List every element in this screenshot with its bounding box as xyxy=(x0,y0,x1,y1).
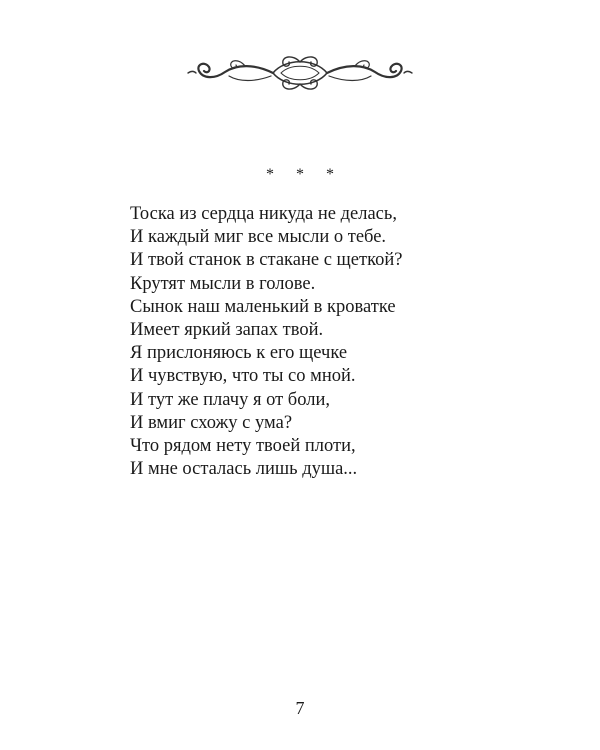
poem-line: И твой станок в стакане с щеткой? xyxy=(130,250,403,271)
poem-line: Что рядом нету твоей плоти, xyxy=(130,436,356,457)
stanza-separator: * * * xyxy=(266,166,343,183)
poem-text xyxy=(130,203,530,481)
poem-line: И тут же плачу я от боли, xyxy=(130,389,330,410)
poem-line: И вмиг схожу с ума? xyxy=(130,412,293,433)
poem-line: Тоска из сердца никуда не делась, xyxy=(130,204,397,224)
poem-line: Сынок наш маленький в кроватке xyxy=(130,296,396,317)
poem-line: И каждый миг все мысли о тебе. xyxy=(130,227,387,248)
poem-line: Имеет яркий запах твой. xyxy=(130,320,324,341)
flourish-divider-icon xyxy=(185,52,415,94)
poem-line: И мне осталась лишь душа... xyxy=(130,459,358,480)
poem-line: Я прислоняюсь к его щечке xyxy=(130,343,348,364)
poem-line: Крутят мысли в голове. xyxy=(130,273,316,294)
poem-line: И чувствую, что ты со мной. xyxy=(130,366,356,387)
page-number: 7 xyxy=(295,698,305,718)
